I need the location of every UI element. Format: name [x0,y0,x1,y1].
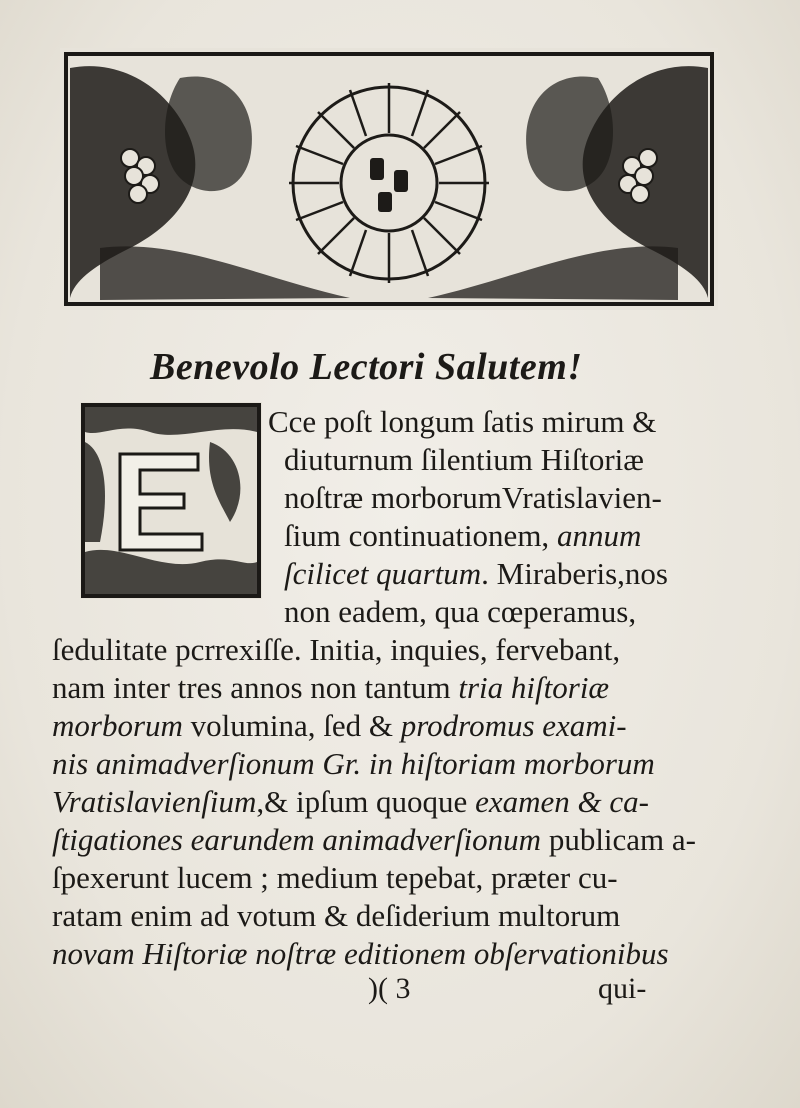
text-run-italic: tria hiſtoriæ [458,670,610,705]
text-line [52,707,627,745]
page-heading: Benevolo Lectori Salutem! [150,346,583,388]
text-run: non eadem, qua cœperamus, [284,594,637,629]
text-line [284,479,662,517]
text-run: diuturnum ſilentium Hiſtoriæ [284,442,644,477]
catchword: qui- [598,972,647,1005]
text-run: . Miraberis,nos [481,556,668,591]
text-run: Cce poſt longum ſatis mirum & [268,404,657,439]
decorated-initial-e-icon [80,402,262,599]
text-run-italic: Vratislavienſium [52,784,257,819]
text-run-italic: prodromus exami- [400,708,627,743]
text-line [52,783,649,821]
text-run: publicam a- [541,822,697,857]
text-line [284,517,641,555]
signature-mark: )( 3 [368,972,411,1005]
text-line [52,897,620,935]
text-run: volumina, ſed & [182,708,401,743]
text-run-italic: morborum [52,708,183,743]
ornamental-headpiece [60,48,718,310]
text-run: ratam enim ad votum & deſiderium multorum [52,898,621,933]
text-line [52,669,609,707]
text-line [268,403,656,441]
text-line [52,745,655,783]
text-run-italic: ſcilicet quartum [284,556,482,591]
text-run-italic: novam Hiſtoriæ noſtræ editionem obſervationibus [52,936,669,971]
text-line [52,935,669,973]
text-line [52,821,696,859]
text-run: noſtræ morborumVratislavien- [284,480,662,515]
text-line [284,555,668,593]
text-run: ſedulitate pcrrexiſſe. Initia, inquies, fervebant, [52,632,621,667]
text-line [52,631,620,669]
text-run-italic: examen & ca- [475,784,649,819]
text-run: ſium continuationem, [284,518,557,553]
text-run: nam inter tres annos non tantum [52,670,459,705]
text-line [52,859,618,897]
decorated-initial [80,402,262,599]
text-run-italic: ſtigationes earundem animadverſionum [52,822,542,857]
text-run-italic: annum [556,518,642,553]
text-run: ,& ipſum quoque [256,784,476,819]
text-line [284,593,636,631]
text-run-italic: nis animadverſionum Gr. in hiſtoriam morborum [52,746,655,781]
headpiece-ornament-icon [60,48,718,310]
text-run: ſpexerunt lucem ; medium tepebat, præter cu- [52,860,618,895]
text-line [284,441,644,479]
